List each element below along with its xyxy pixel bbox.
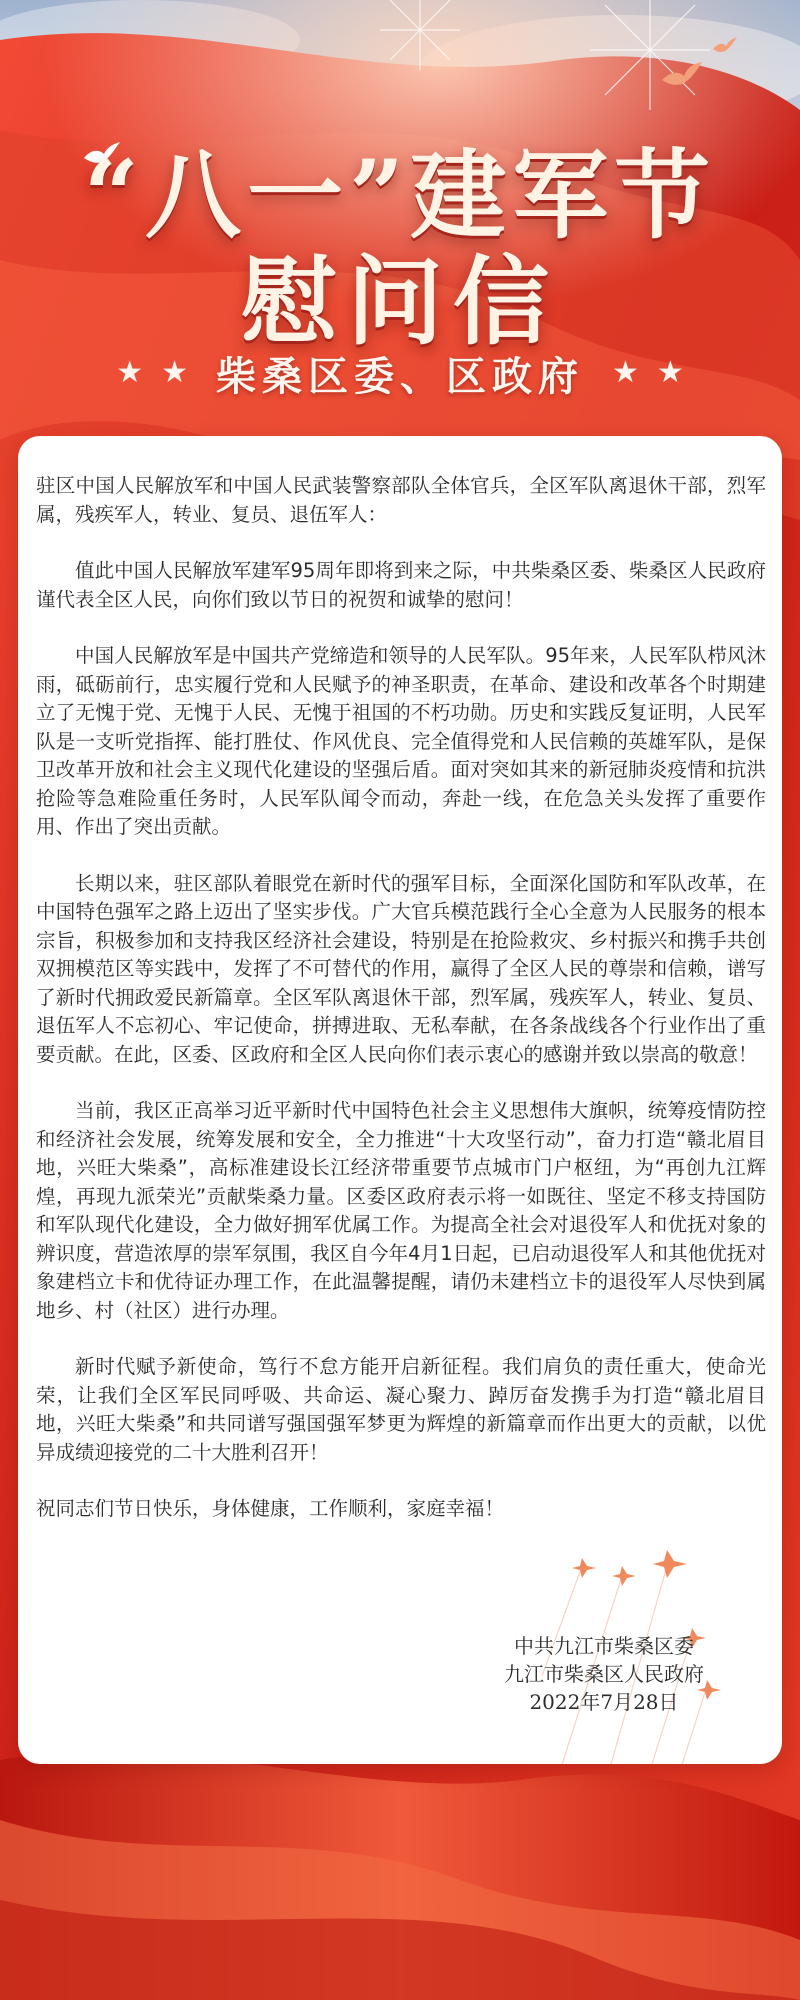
subtitle-row	[0, 348, 800, 398]
star-icon: ★	[161, 355, 188, 390]
signature-government: 九江市柴桑区人民政府	[504, 1662, 704, 1686]
page-header	[0, 0, 800, 440]
signature-date: 2022年7月28日	[529, 1690, 679, 1714]
letter-paragraph: 值此中国人民解放军建军95周年即将到来之际，中共柴桑区委、柴桑区人民政府谨代表全区人民，向你们致以节日的祝贺和诚挚的慰问！	[36, 559, 766, 611]
letter-closing: 祝同志们节日快乐，身体健康，工作顺利，家庭幸福！	[36, 1497, 505, 1520]
letter-paragraph: 中国人民解放军是中国共产党缔造和领导的人民军队。95年来，人民军队栉风沐雨，砥砺前行，忠实履行党和人民赋予的神圣职责，在革命、建设和改革各个时期建立了无愧于党、无愧于人民、无愧于祖国的不朽功勋。历史和实践反复证明，人民军队是一支听党指挥、能打胜仗、作风优良、完全值得党和人民信赖的英雄军队，是保卫改革开放和社会主义现代化建设的坚强后盾。面对突如其来的新冠肺炎疫情和抗洪抢险等急难险重任务时，人民军队闻令而动，奔赴一线，在危急关头发挥了重要作用、作出了突出贡献。	[36, 644, 766, 838]
page-title-secondary: 慰问信	[241, 245, 559, 358]
letter-signature	[474, 1632, 734, 1716]
letter-paragraph: 当前，我区正高举习近平新时代中国特色社会主义思想伟大旗帜，统筹疫情防控和经济社会发展，统筹发展和安全，全力推进“十大攻坚行动”，奋力打造“赣北眉目地，兴旺大柴桑”，高标准建设长江经济带重要节点城市门户枢纽，为“再创九江辉煌，再现九派荣光”贡献柴桑力量。区委区政府表示将一如既往、坚定不移支持国防和军队现代化建设，全力做好拥军优属工作。为提高全社会对退役军人和优抚对象的辨识度，营造浓厚的崇军氛围，我区自今年4月1日起，已启动退役军人和其他优抚对象建档立卡和优待证办理工作，在此温馨提醒，请仍未建档立卡的退役军人尽快到属地乡、村（社区）进行办理。	[36, 1099, 766, 1322]
letter-paragraph: 长期以来，驻区部队着眼党在新时代的强军目标，全面深化国防和军队改革，在中国特色强军之路上迈出了坚实步伐。广大官兵模范践行全心全意为人民服务的根本宗旨，积极参加和支持我区经济社会建设，特别是在抢险救灾、乡村振兴和携手共创双拥模范区等实践中，发挥了不可替代的作用，赢得了全区人民的尊崇和信赖，谱写了新时代拥政爱民新篇章。全区军队离退休干部，烈军属，残疾军人，转业、复员、退伍军人不忘初心、牢记使命，拼搏进取、无私奉献，在各条战线各个行业作出了重要贡献。在此，区委、区政府和全区人民向你们表示衷心的感谢并致以崇高的敬意！	[36, 871, 766, 1066]
issuer-subtitle: 柴桑区委、区政府	[216, 353, 584, 400]
letter-salutation: 驻区中国人民解放军和中国人民武装警察部队全体官兵，全区军队离退休干部，烈军属，残疾军人，转业、复员、退伍军人：	[36, 474, 766, 526]
star-icon: ★	[612, 355, 639, 390]
letter-card	[18, 436, 782, 1764]
signature-party-committee: 中共九江市柴桑区委	[514, 1634, 694, 1658]
letter-body	[36, 472, 766, 1552]
letter-paragraph: 新时代赋予新使命，笃行不怠方能开启新征程。我们肩负的责任重大，使命光荣，让我们全区军民同呼吸、共命运、凝心聚力、踔厉奋发携手为打造“赣北眉目地，兴旺大柴桑”和共同谱写强国强军梦更为辉煌的新篇章而作出更大的贡献，以优异成绩迎接党的二十大胜利召开！	[36, 1355, 766, 1464]
star-icon: ★	[116, 355, 144, 390]
star-icon: ★	[656, 355, 684, 390]
page-title: “八一”建军节	[83, 139, 717, 252]
